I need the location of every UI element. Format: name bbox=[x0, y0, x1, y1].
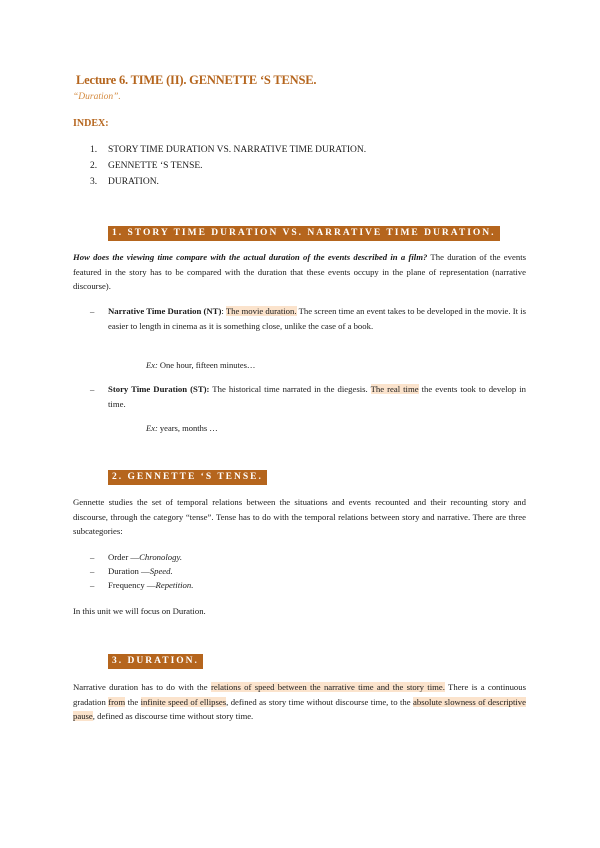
index-item bbox=[90, 158, 366, 174]
narrative-time-highlight: The movie duration. bbox=[225, 306, 297, 316]
bullet-dash: – bbox=[90, 384, 95, 394]
index-item-text: STORY TIME DURATION VS. NARRATIVE TIME DURATION. bbox=[108, 145, 367, 155]
section-1-intro bbox=[73, 250, 526, 294]
section-2-focus: In this unit we will focus on Duration. bbox=[73, 606, 206, 616]
index-heading: INDEX: bbox=[73, 118, 109, 129]
story-time-bullet bbox=[90, 382, 526, 411]
narrative-time-bullet bbox=[90, 304, 526, 333]
narrative-time-example: Ex: One hour, fifteen minutes… bbox=[146, 360, 256, 370]
section-2-banner: 2. GENNETTE ‘S TENSE. bbox=[108, 470, 267, 485]
list-item: – Duration — Speed. bbox=[90, 566, 173, 576]
descriptive-pause-highlight: absolute slowness of descriptive pause bbox=[73, 696, 526, 721]
index-item bbox=[90, 142, 366, 158]
speed-relations-highlight: relations of speed between the narrative time and the story time. bbox=[210, 682, 445, 692]
section-2-paragraph: Gennette studies the set of temporal relations between the situations and events recounted and their recounting story and discourse, through the category “tense”. Tense has to do with the temporal relations between story and narrative. There are three subcategories: bbox=[73, 497, 526, 536]
section-1-question: How does the viewing time compare with the actual duration of the events described in a film? bbox=[73, 252, 428, 262]
index-item-text: GENNETTE ‘S TENSE. bbox=[108, 161, 203, 171]
story-time-term: Story Time Duration (ST): bbox=[108, 384, 210, 394]
bullet-dash: – bbox=[90, 306, 95, 316]
narrative-time-term: Narrative Time Duration (NT) bbox=[108, 306, 222, 316]
lecture-title: Lecture 6. TIME (II). GENNETTE ‘S TENSE. bbox=[76, 73, 317, 87]
story-time-text: Story Time Duration (ST): The historical time narrated in the diegesis. The real time the events took to develop in time. bbox=[108, 384, 526, 409]
story-time-example: Ex: years, months … bbox=[146, 423, 218, 433]
from-highlight: from bbox=[108, 696, 126, 707]
section-3-paragraph: Narrative duration has to do with the relations of speed between the narrative time and the story time. There is a continuous gradation from the infinite speed of ellipses, defined as story time without discourse time, to the absolute slowness of descriptive pause, defined as discourse time without story time. bbox=[73, 682, 526, 721]
section-1-banner: 1. STORY TIME DURATION VS. NARRATIVE TIME DURATION. bbox=[108, 226, 500, 241]
lecture-subtitle: “Duration”. bbox=[73, 92, 121, 102]
section-3-banner: 3. DURATION. bbox=[108, 654, 203, 669]
list-item: – Order — Chronology. bbox=[90, 552, 183, 562]
index-list bbox=[90, 142, 366, 190]
index-item-number: 1. bbox=[90, 145, 98, 155]
narrative-time-text: Narrative Time Duration (NT): The movie duration. The screen time an event takes to be developed in the movie. It is easier to length in cinema as it is something close, unlike the case of a book. bbox=[108, 306, 526, 331]
tense-subcategory-list bbox=[90, 550, 193, 592]
index-item-number: 2. bbox=[90, 161, 98, 171]
section-1-intro-text: The duration of the events featured in the story has to be compared with the duration that these events occupy in the plane of representation (narrative discourse). bbox=[73, 252, 526, 291]
index-item-number: 3. bbox=[90, 177, 98, 187]
ellipses-highlight: infinite speed of ellipses bbox=[140, 696, 227, 707]
story-time-highlight: The real time bbox=[370, 384, 419, 394]
index-item bbox=[90, 174, 366, 190]
index-item-text: DURATION. bbox=[108, 177, 159, 187]
list-item: – Frequency — Repetition. bbox=[90, 580, 194, 590]
